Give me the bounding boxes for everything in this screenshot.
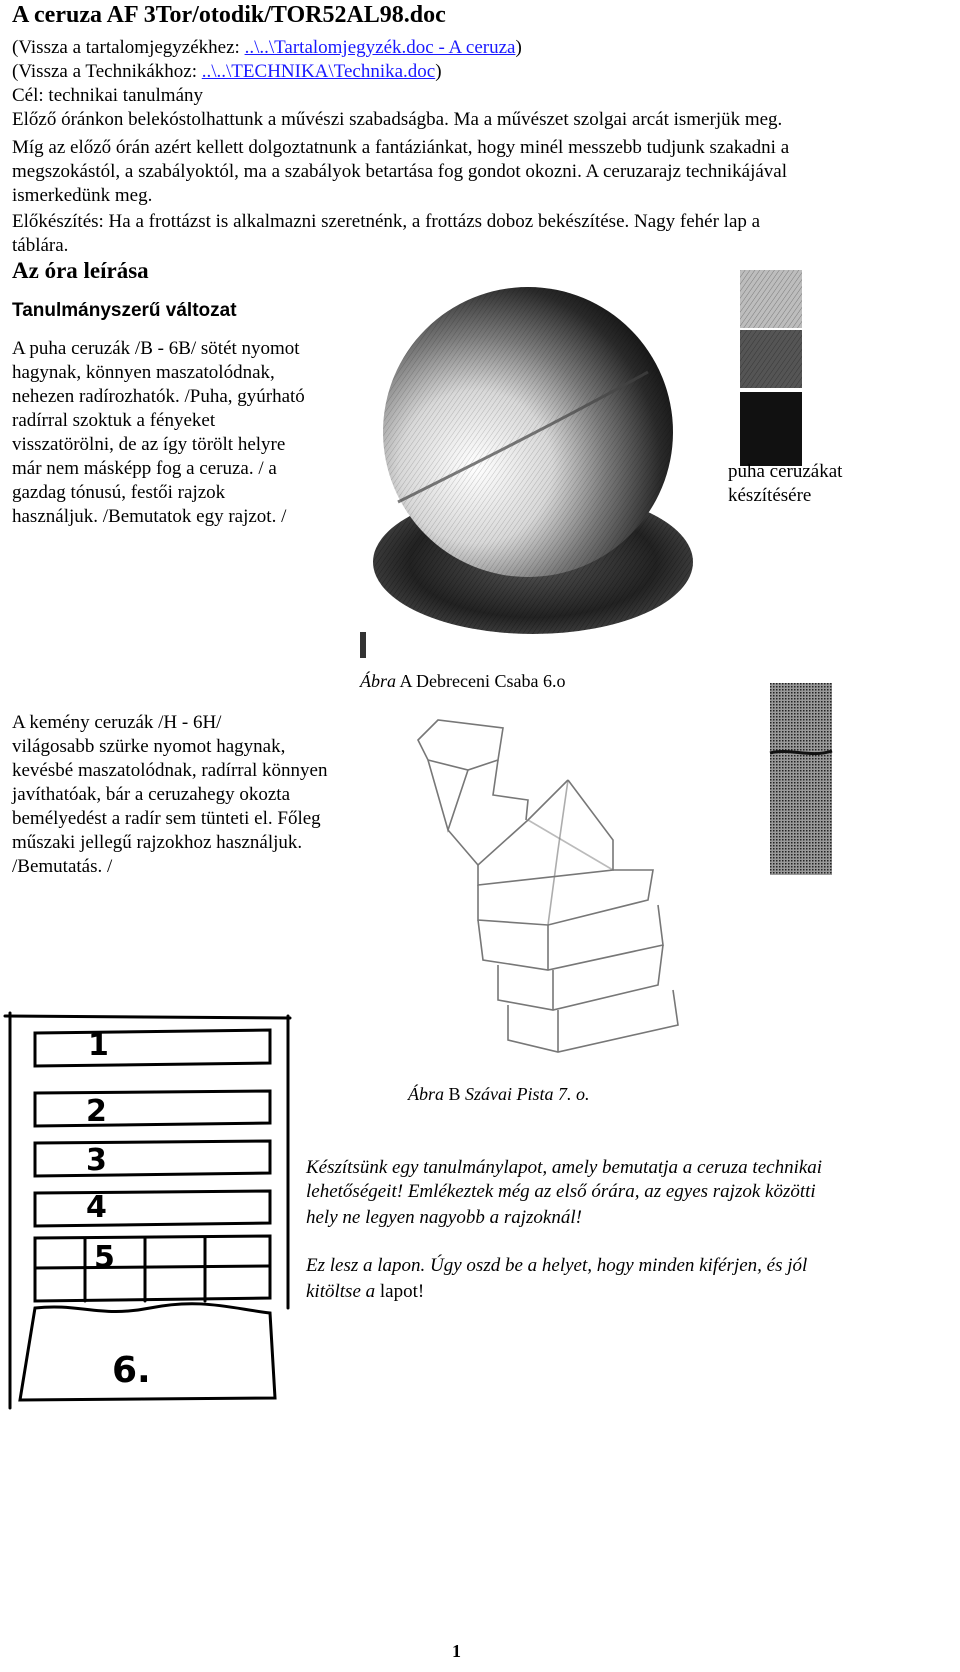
document-title: A ceruza AF 3Tor/otodik/TOR52AL98.doc <box>12 2 446 28</box>
back-toc-suffix: ) <box>515 37 522 58</box>
caption-abra: Ábra <box>360 671 396 691</box>
hard-line: /Bemutatás. / <box>12 856 113 877</box>
task-line-5 <box>306 1280 424 1303</box>
intro-line-1: Előző óránkon belekóstolhattunk a művészi szabadságba. Ma a művészet szolgai arcát ismerjük meg. <box>12 109 783 130</box>
figure-a-caption <box>360 671 565 692</box>
tone-swatches <box>740 270 802 466</box>
caption-abra-b: Ábra <box>408 1084 444 1104</box>
hard-line: A kemény ceruzák /H - 6H/ <box>12 712 222 733</box>
back-toc-prefix: (Vissza a tartalomjegyzékhez: <box>12 37 245 58</box>
task-line-3: hely ne legyen nagyobb a rajzoknál! <box>306 1207 582 1228</box>
task-line-2: lehetőségeit! Emlékeztek még az első órára, az egyes rajzok közötti <box>306 1181 816 1202</box>
back-to-techniques-line <box>12 60 442 83</box>
soft-line: visszatörölni, de az így törölt helyre <box>12 434 286 455</box>
sketch-number-3: 3 <box>86 1143 107 1178</box>
geometric-blocks-drawing <box>408 720 728 1060</box>
caption-a-rest: A Debreceni Csaba 6.o <box>396 671 566 691</box>
task-line-5-rest: lapot! <box>379 1281 425 1302</box>
soft-line: radírral szoktuk a fényeket <box>12 410 216 431</box>
section-subheading: Tanulmányszerű változat <box>12 300 237 321</box>
toc-link[interactable]: ..\..\Tartalomjegyzék.doc - A ceruza <box>244 37 516 58</box>
hard-line: világosabb szürke nyomot hagynak, <box>12 736 286 757</box>
hard-line: javíthatóak, bár a ceruzahegy okozta <box>12 784 290 805</box>
hard-line: kevésbé maszatolódnak, radírral könnyen <box>12 760 328 781</box>
soft-line: használjuk. /Bemutatok egy rajzot. / <box>12 506 287 527</box>
task-line-5-italic: kitöltse a <box>306 1281 380 1302</box>
task-line-1: Készítsünk egy tanulmánylapot, amely bemutatja a ceruza technikai <box>306 1157 823 1178</box>
sketch-number-1: 1 <box>88 1028 109 1063</box>
back-tech-suffix: ) <box>435 61 442 82</box>
intro-line-3: megszokástól, a szabályoktól, ma a szabályok betartása fog gondot okozni. A ceruzarajz technikájával <box>12 161 788 182</box>
sketch-number-4: 4 <box>86 1190 107 1225</box>
techniques-link[interactable]: ..\..\TECHNIKA\Technika.doc <box>201 61 436 82</box>
back-to-toc-line <box>12 36 522 59</box>
soft-line: már nem másképp fog a ceruza. / a <box>12 458 277 479</box>
sphere-pencil-drawing <box>358 262 720 658</box>
section-heading: Az óra leírása <box>12 258 149 283</box>
soft-line: nehezen radírozhatók. /Puha, gyúrható <box>12 386 305 407</box>
figure-b-caption <box>408 1084 590 1105</box>
goal-line: Cél: technikai tanulmány <box>12 85 204 106</box>
hard-line: bemélyedést a radír sem tünteti el. Főleg <box>12 808 321 829</box>
soft-pencil-paragraph <box>12 337 362 528</box>
texture-swatch <box>770 683 832 875</box>
caption-b-letter: B <box>444 1084 466 1104</box>
prep-line-1: Előkészítés: Ha a frottázst is alkalmazni szeretnénk, a frottázs doboz bekészítése. Nagy fehér lap a <box>12 211 761 232</box>
caption-b-rest: Szávai Pista 7. o. <box>465 1084 590 1104</box>
side-caption-line-2: készítésére <box>728 485 812 506</box>
soft-line: A puha ceruzák /B - 6B/ sötét nyomot <box>12 338 300 359</box>
back-tech-prefix: (Vissza a Technikákhoz: <box>12 61 202 82</box>
page-number: 1 <box>452 1641 461 1661</box>
sketch-number-5: 5 <box>94 1240 115 1275</box>
sketch-number-2: 2 <box>86 1094 107 1129</box>
sketch-number-6: 6. <box>112 1350 151 1391</box>
task-line-4: Ez lesz a lapon. Úgy oszd be a helyet, hogy minden kiférjen, és jól <box>306 1255 808 1276</box>
hard-pencil-paragraph <box>12 711 382 878</box>
prep-line-2: táblára. <box>12 235 69 256</box>
soft-line: hagynak, könnyen maszatolódnak, <box>12 362 275 383</box>
hard-line: műszaki jellegű rajzokhoz használjuk. <box>12 832 303 853</box>
soft-line: gazdag tónusú, festői rajzok <box>12 482 226 503</box>
side-caption-line-1: puha ceruzákat <box>728 461 843 482</box>
intro-line-2: Míg az előző órán azért kellett dolgoztatnunk a fantáziánkat, hogy minél messzebb tudjunk szakadni a <box>12 137 790 158</box>
intro-line-4: ismerkedünk meg. <box>12 185 153 206</box>
